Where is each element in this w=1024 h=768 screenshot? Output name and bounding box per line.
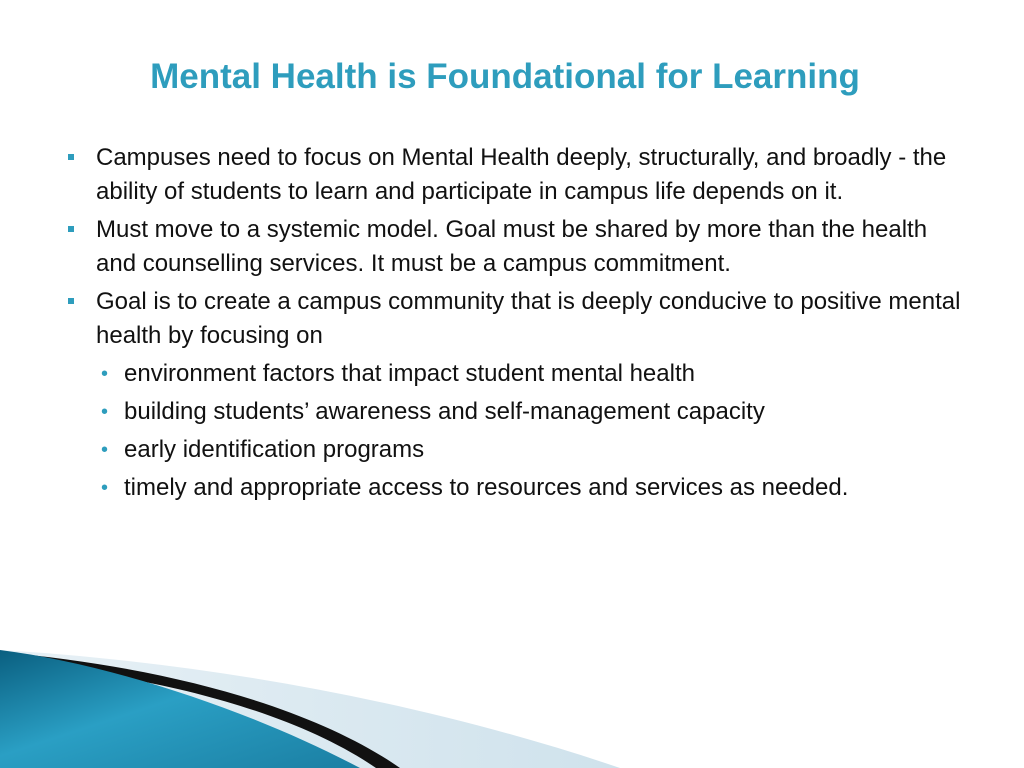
bullet-item — [68, 285, 968, 353]
sub-bullet-text: early identification programs — [124, 436, 425, 463]
sub-bullet-item — [68, 357, 924, 391]
square-bullet-icon — [68, 226, 74, 232]
sub-bullet-text: timely and appropriate access to resources and services as needed. — [124, 474, 849, 501]
slide-title: Mental Health is Foundational for Learning — [150, 57, 860, 96]
bullet-item — [68, 141, 968, 209]
dot-bullet-icon: • — [101, 477, 109, 499]
sub-bullet-item — [68, 395, 924, 429]
square-bullet-icon — [68, 298, 74, 304]
sub-bullet-text: building students’ awareness and self-management capacity — [124, 398, 765, 425]
light-swoosh-shape — [0, 650, 620, 768]
bullet-text: Campuses need to focus on Mental Health deeply, structurally, and broadly - the ability of students to learn and participate in campus life depends on it. — [96, 144, 947, 205]
sub-bullet-item — [68, 471, 924, 505]
dot-bullet-icon: • — [101, 363, 109, 385]
sub-bullet-item — [68, 433, 924, 467]
blue-swoosh-shape — [0, 650, 360, 768]
square-bullet-icon — [68, 154, 74, 160]
bullet-list — [68, 141, 968, 509]
sub-bullet-text: environment factors that impact student mental health — [124, 360, 695, 387]
dark-swoosh-shape — [0, 652, 400, 768]
sub-bullet-list — [68, 357, 968, 505]
dot-bullet-icon: • — [101, 401, 109, 423]
dot-bullet-icon: • — [101, 439, 109, 461]
bullet-item — [68, 213, 968, 281]
bullet-text: Must move to a systemic model. Goal must be shared by more than the health and counselling services. It must be a campus commitment. — [96, 216, 928, 277]
bullet-text: Goal is to create a campus community that is deeply conducive to positive mental health by focusing on — [96, 288, 961, 349]
